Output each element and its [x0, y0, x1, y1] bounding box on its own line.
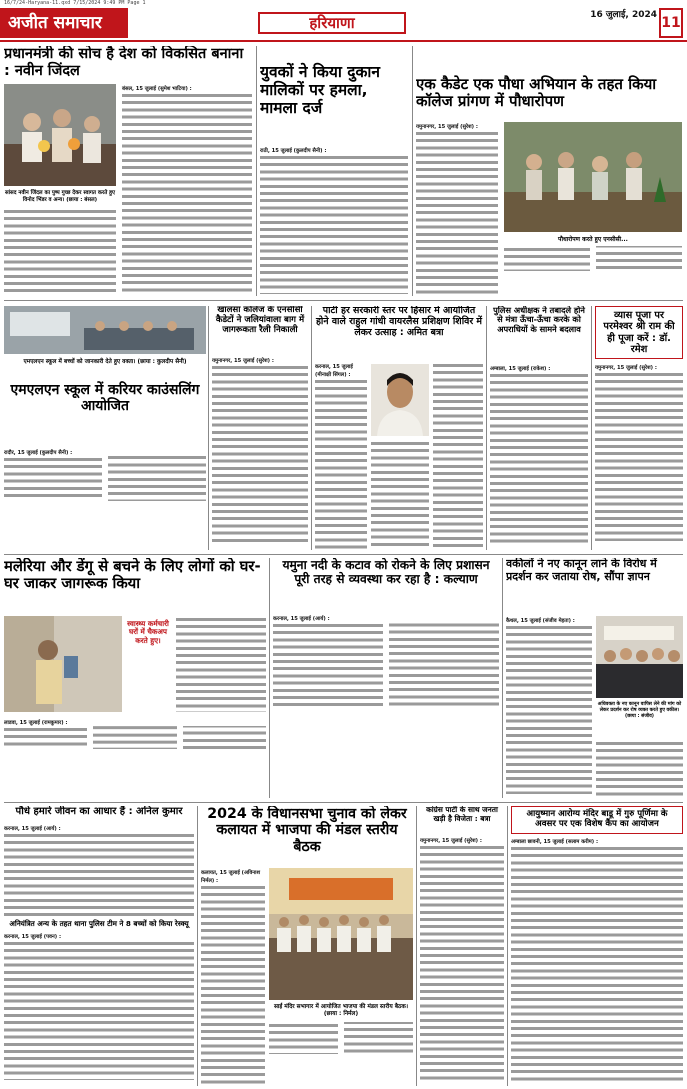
dateline: करनाल, 15 जुलाई (मीनाक्षी सिंगल) :	[315, 364, 353, 378]
news-photo	[504, 122, 682, 232]
article-body	[315, 378, 367, 550]
dateline: यमुनानगर, 15 जुलाई (सुरेश) :	[595, 365, 657, 372]
news-photo	[4, 616, 122, 712]
article-malaria	[4, 558, 266, 798]
headline: 2024 के विधानसभा चुनाव को लेकर कलायत में भाजपा की मंडल स्तरीय बैठक	[207, 806, 407, 855]
print-slug: 16/7/24-Haryana-11.qxd 7/15/2024 9:49 PM Page 1	[4, 0, 146, 6]
row-rule	[4, 300, 683, 301]
article-body	[433, 362, 483, 550]
news-photo	[4, 306, 206, 354]
dateline: रादौर, 15 जुलाई (कुलदीप सैनी) :	[4, 450, 73, 456]
article-body	[4, 456, 206, 546]
dateline: बंसल, 15 जुलाई (सुमेश भाटिया) :	[122, 86, 192, 92]
article-body	[212, 364, 308, 544]
section-title: हरियाणा	[258, 12, 406, 34]
headline: प्रधानमंत्री की सोच है देश को विकसित बनाना : नवीन जिंदल	[4, 46, 244, 79]
column-rule	[197, 806, 198, 1086]
article-body	[269, 1022, 413, 1086]
headline: यमुना नदी के कटाव को रोकने के लिए प्रशासन पूरी तरह से व्यवस्था कर रहा है : कल्याण	[282, 558, 490, 587]
dateline: लाडवा, 15 जुलाई (रामकुमार) :	[4, 720, 68, 726]
article-jindal	[4, 46, 252, 296]
photo-caption: साईं मंदिर सभागार में आयोजित भाजपा की मंडल स्तरीय बैठक। (छाया : निर्मल)	[273, 1004, 409, 1018]
article-bjp	[201, 806, 413, 1086]
dateline: राठी, 15 जुलाई (कुलदीप सैनी) :	[260, 148, 327, 154]
newspaper-logo: अजीत समाचार	[0, 8, 128, 38]
article-body	[4, 940, 194, 1080]
headline-box	[595, 306, 683, 359]
column-rule	[502, 558, 503, 798]
article-body	[506, 624, 592, 794]
article-body	[273, 622, 499, 796]
row-rule	[4, 802, 683, 803]
article-youths	[260, 46, 408, 296]
article-ayushman	[511, 806, 683, 1086]
column-rule	[269, 558, 270, 798]
dateline: अम्बाला, 15 जुलाई (राकेश) :	[490, 366, 551, 372]
column-rule	[486, 306, 487, 550]
headline: आयुष्मान आरोग्य मंदिर बाडू में गुरु पूर्णिमा के अवसर पर एक विशेष कैंप का आयोजन	[526, 809, 668, 829]
photo-caption: एमएलएन स्कूल में बच्चों को जानकारी देते हुए वक्ता। (छाया : कुलदीप सैनी)	[23, 359, 187, 365]
news-photo	[4, 84, 116, 186]
article-vyas	[595, 306, 683, 550]
dateline: अम्बाला छावनी, 15 जुलाई (सलाम करीम) :	[511, 838, 599, 845]
dateline: यमुनानगर, 15 जुलाई (सुरेश) :	[420, 838, 482, 844]
column-rule	[416, 806, 417, 1086]
article-yamuna	[273, 558, 499, 798]
news-photo	[269, 868, 413, 1000]
article-body	[260, 154, 408, 294]
article-cadet	[416, 46, 682, 296]
photo-label: स्वास्थ्य कर्मचारी घरों में चैकअप करते हुए।	[127, 619, 169, 645]
page-number: 11	[659, 8, 683, 38]
headline: एमएलएन स्कूल में करियर काउंसलिंग आयोजित	[10, 382, 200, 415]
article-body	[371, 440, 429, 550]
headline: खालसा कॉलेज के एनसीसी कैडेटों ने जलियांवाला बाग में जागरूकता रैली निकाली	[215, 306, 305, 335]
row-rule	[4, 554, 683, 555]
photo-caption: अधिवक्ता के नए कानून वापिस लेने की मांग को लेकर प्रदर्शन कर रोष व्यक्त करते हुए वकील। (छाया : संजीव)	[597, 702, 682, 719]
article-body	[511, 845, 683, 1081]
article-trees	[4, 806, 194, 1086]
article-body	[490, 372, 588, 544]
headline: व्यास पूजा पर परमेश्वर श्री राम की ही पूजा करें : डॉ. रमेश	[603, 310, 675, 355]
column-rule	[311, 306, 312, 550]
dateline: यमुनानगर, 15 जुलाई (सुरेश) :	[212, 358, 274, 364]
headline: पार्टी हर सरकारी स्तर पर हिसार में आयोजित होने वाले राहुल गांधी वायरलैस प्रशिक्षण शिविर में लेकर उत्साह : अमित बत्रा	[315, 306, 483, 338]
column-rule	[507, 806, 508, 1086]
headline: युवकों ने किया दुकान मालिकों पर हमला, मामला दर्ज	[260, 63, 380, 117]
article-body	[4, 832, 194, 916]
article-lawyers	[506, 558, 683, 798]
headline: कांग्रेस पार्टी के साथ जनता खड़ी है विजेता : बत्रा	[426, 806, 498, 823]
headline-box	[511, 806, 683, 834]
article-body	[596, 740, 683, 796]
dateline: करनाल, 15 जुलाई (आर्य) :	[273, 616, 330, 622]
article-body	[201, 884, 265, 1086]
article-mln-school	[4, 306, 206, 550]
dateline: करनाल, 15 जुलाई (आर्य) :	[4, 826, 61, 832]
dateline: यमुनानगर, 15 जुलाई (सुरेश) :	[416, 124, 478, 130]
dateline: कलायत, 15 जुलाई (अविनाश निर्मल) :	[201, 870, 260, 884]
headline: अनियंत्रित अन्य के तहत थाना पुलिस टीम ने 8 बच्चों को किया रेस्क्यू	[9, 919, 189, 928]
article-congress	[420, 806, 504, 1086]
column-rule	[208, 306, 209, 550]
article-body	[176, 616, 266, 712]
masthead-rule	[0, 40, 687, 42]
headline: मलेरिया और डेंगू से बचने के लिए लोगों को घर-घर जाकर जागरूक किया	[4, 558, 261, 593]
article-rahul-camp	[315, 306, 483, 550]
headline: वकीलों ने नए कानून लाने के विरोध में प्रदर्शन कर जताया रोष, सौंपा ज्ञापन	[506, 558, 657, 583]
article-body	[504, 246, 682, 296]
article-body	[416, 130, 498, 294]
masthead	[0, 8, 687, 38]
column-rule	[591, 306, 592, 550]
article-body	[4, 726, 266, 796]
headline: एक कैडेट एक पौधा अभियान के तहत किया कॉलेज प्रांगण में पौधारोपण	[416, 75, 657, 111]
article-khalsa	[212, 306, 308, 550]
article-body	[4, 208, 116, 294]
article-sp	[490, 306, 588, 550]
column-rule	[256, 46, 257, 296]
column-rule	[412, 46, 413, 296]
headline: पौधे हमारे जीवन का आधार हैं : अनिल कुमार	[15, 806, 183, 817]
article-body	[420, 844, 504, 1080]
issue-date: 16 जुलाई, 2024	[590, 10, 657, 20]
dateline: करनाल, 15 जुलाई (पवन) :	[4, 934, 62, 941]
headline: पुलिस अधीक्षक ने तबादले होने से मंत्रा ऊँचा-ऊँचा करके को अपराधियों के सामने बदलाव	[493, 306, 585, 334]
dateline: कैथल, 15 जुलाई (संजीव मेहता) :	[506, 618, 575, 624]
photo-caption: पौधारोपण करते हुए एनसीसी...	[558, 236, 628, 243]
news-photo	[596, 616, 683, 698]
article-body	[595, 371, 683, 541]
photo-caption: सांसद नवीन जिंदल का पुष्प गुच्छ देकर स्वागत करते हुए विनोद भिंडर व अन्य। (छाया : बंसल)	[5, 190, 115, 203]
article-body	[122, 92, 252, 292]
portrait-photo	[371, 364, 429, 436]
